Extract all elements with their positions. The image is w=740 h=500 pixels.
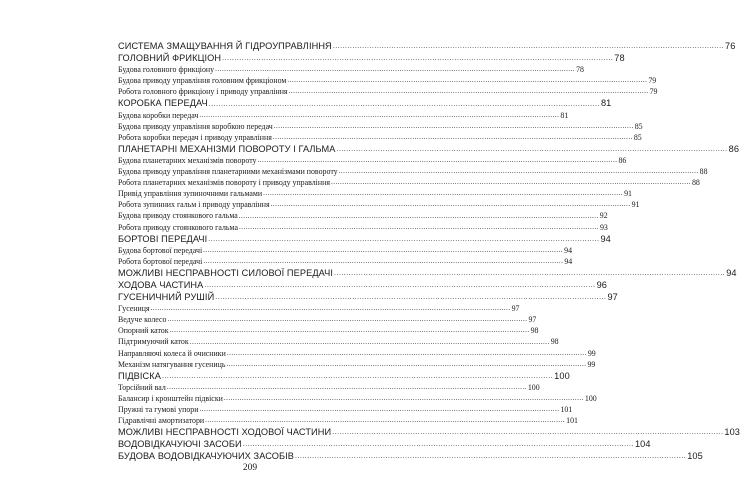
toc-entry-page: 88 — [699, 167, 708, 177]
toc-entry-page: 85 — [633, 132, 642, 142]
toc-section-heading — [118, 40, 736, 52]
dot-leader — [333, 43, 724, 52]
toc-entry-title: Робота зупинних гальм і приводу управління — [118, 200, 270, 210]
dot-leader — [226, 361, 586, 370]
toc-entry-page: 93 — [599, 222, 608, 232]
toc-entry-page: 96 — [596, 279, 607, 290]
toc-entry — [118, 404, 573, 415]
toc-entry-page: 98 — [530, 326, 539, 336]
toc-entry-title: ВОДОВІДКАЧУЮЧІ ЗАСОБИ — [118, 439, 242, 450]
toc-entry-page: 98 — [550, 337, 559, 347]
dot-leader — [331, 179, 691, 188]
dot-leader — [208, 236, 599, 245]
toc-entry-title: Гідравлічні амортизатори — [118, 416, 205, 426]
toc-entry-page: 100 — [554, 370, 570, 381]
dot-leader — [204, 282, 595, 291]
toc-entry-title: Будова головного фрикціону — [118, 65, 215, 75]
toc-entry — [118, 245, 573, 256]
toc-entry — [118, 155, 627, 166]
toc-entry-title: Будова бортової передачі — [118, 245, 203, 255]
toc-entry-title: Опорний каток — [118, 326, 169, 336]
dot-leader — [203, 247, 563, 256]
dot-leader — [295, 453, 686, 462]
dot-leader — [224, 395, 584, 404]
dot-leader — [209, 101, 600, 110]
toc-entry-title: Торсійний вал — [118, 382, 166, 392]
toc-entry-title: МОЖЛИВІ НЕСПРАВНОСТІ ХОДОВОЇ ЧАСТИНИ — [118, 427, 332, 438]
toc-entry-page: 79 — [648, 76, 657, 86]
toc-entry — [118, 75, 657, 86]
dot-leader — [273, 134, 633, 143]
toc-entry-page: 97 — [511, 304, 520, 314]
dot-leader — [151, 305, 511, 314]
toc-entry-page: 79 — [649, 87, 658, 97]
toc-entry-page: 97 — [528, 315, 537, 325]
dot-leader — [339, 168, 699, 177]
toc-entry-title: ГОЛОВНИЙ ФРИКЦІОН — [118, 53, 222, 64]
toc-entry — [118, 336, 559, 347]
toc-entry-title: Механізм натягування гусениць — [118, 359, 226, 369]
toc-entry — [118, 256, 573, 267]
toc-entry-title: Будова планетарних механізмів повороту — [118, 155, 257, 165]
toc-entry — [118, 166, 708, 177]
toc-entry-page: 88 — [691, 178, 700, 188]
toc-entry-page: 94 — [564, 256, 573, 266]
toc-entry-page: 78 — [614, 53, 625, 64]
dot-leader — [332, 429, 723, 438]
toc-entry — [118, 325, 539, 336]
toc-entry — [118, 64, 584, 75]
dot-leader — [287, 77, 647, 86]
toc-section-heading — [118, 450, 703, 462]
toc-entry-title: Підтримуючий каток — [118, 337, 189, 347]
dot-leader — [167, 316, 527, 325]
toc-entry-title: Робота планетарних механізмів повороту і приводу управління — [118, 178, 330, 188]
toc-entry-title: Привід управління зупиночними гальмами — [118, 189, 263, 199]
dot-leader — [227, 350, 587, 359]
toc-section-heading — [118, 143, 740, 155]
toc-entry — [118, 86, 658, 97]
toc-entry-page: 103 — [724, 427, 740, 438]
toc-entry — [118, 188, 632, 199]
toc-entry-title: БУДОВА ВОДОВІДКАЧУЮЧИХ ЗАСОБІВ — [118, 451, 295, 462]
toc-entry-title: Будова приводу управління коробкою передач — [118, 121, 273, 131]
toc-entry — [118, 121, 643, 132]
toc-section-heading — [118, 52, 625, 64]
dot-leader — [257, 157, 617, 166]
toc-entry-title: Будова коробки передач — [118, 110, 199, 120]
toc-entry-title: Пружні та гумові упори — [118, 405, 199, 414]
toc-entry — [118, 210, 608, 221]
dot-leader — [274, 123, 634, 132]
toc-entry-page: 91 — [624, 189, 632, 199]
dot-leader — [243, 441, 634, 450]
toc-entry-page: 81 — [600, 98, 612, 109]
toc-entry-title: КОРОБКА ПЕРЕДАЧ — [118, 98, 208, 109]
toc-entry-page: 101 — [560, 405, 573, 414]
toc-entry — [118, 348, 596, 359]
toc-entry-title: МОЖЛИВІ НЕСПРАВНОСТІ СИЛОВОЇ ПЕРЕДАЧІ — [118, 267, 334, 278]
dot-leader — [271, 201, 631, 210]
toc-entry-page: 100 — [584, 393, 597, 403]
toc-entry-page: 97 — [607, 292, 618, 303]
toc-entry-title: Робота приводу стоянкового гальма — [118, 222, 238, 232]
toc-entry-page: 94 — [726, 267, 737, 278]
toc-section-heading — [118, 438, 651, 450]
toc-entry-page: 91 — [631, 200, 640, 210]
toc-entry-title: Направляючі колеса й очисники — [118, 348, 226, 358]
toc-entry-title: ПІДВІСКА — [118, 370, 161, 381]
toc-section-heading — [118, 279, 607, 291]
toc-entry — [118, 132, 642, 143]
toc-entry — [118, 382, 540, 393]
toc-entry-page: 99 — [587, 359, 596, 369]
dot-leader — [170, 327, 530, 336]
toc-entry-title: Будова приводу управління планетарними механізмами повороту — [118, 167, 338, 177]
toc-entry-page: 86 — [618, 155, 627, 165]
toc-entry — [118, 314, 537, 325]
dot-leader — [205, 417, 565, 426]
dot-leader — [199, 112, 559, 121]
toc-entry-page: 104 — [634, 439, 651, 450]
toc-section-heading — [118, 267, 737, 279]
toc-entry-title: СИСТЕМА ЗМАЩУВАННЯ Й ГІДРОУПРАВЛІННЯ — [118, 41, 332, 51]
dot-leader — [215, 294, 606, 303]
dot-leader — [334, 270, 725, 279]
toc-section-heading — [118, 370, 570, 382]
dot-leader — [289, 88, 649, 97]
dot-leader — [167, 384, 527, 393]
dot-leader — [190, 339, 550, 348]
toc-entry — [118, 199, 640, 210]
toc-entry — [118, 415, 578, 426]
toc-section-heading — [118, 233, 611, 245]
toc-entry — [118, 110, 569, 121]
toc-entry-title: Робота коробки передач і приводу управління — [118, 132, 272, 142]
toc-entry-title: ХОДОВА ЧАСТИНА — [118, 279, 204, 290]
toc-section-heading — [118, 426, 740, 438]
toc-entry-title: ГУСЕНИЧНИЙ РУШІЙ — [118, 292, 215, 303]
dot-leader — [215, 66, 575, 75]
toc-entry — [118, 177, 700, 188]
dot-leader — [336, 146, 727, 155]
dot-leader — [222, 55, 613, 64]
toc-entry-page: 99 — [587, 348, 596, 358]
toc-entry-title: ПЛАНЕТАРНІ МЕХАНІЗМИ ПОВОРОТУ І ГАЛЬМА — [118, 143, 336, 154]
toc-entry — [118, 393, 597, 404]
dot-leader — [263, 190, 623, 199]
toc-entry-page: 81 — [560, 110, 569, 120]
toc-entry-title: БОРТОВІ ПЕРЕДАЧІ — [118, 233, 208, 244]
toc-entry-title: Робота головного фрикціону і приводу управління — [118, 87, 288, 97]
toc-entry-page: 85 — [634, 121, 643, 131]
toc-entry-title: Балансир і кронштейн підвіски — [118, 393, 223, 403]
toc-entry-page: 86 — [728, 143, 740, 154]
toc-entry-title: Гусениця — [118, 304, 150, 314]
table-of-contents — [118, 40, 740, 462]
toc-entry-page: 76 — [724, 41, 736, 51]
toc-entry-title: Будова приводу стоянкового гальма — [118, 211, 238, 221]
dot-leader — [162, 373, 553, 382]
toc-section-heading — [118, 97, 612, 109]
dot-leader — [239, 213, 599, 222]
toc-entry-page: 105 — [687, 451, 703, 462]
toc-section-heading — [118, 291, 618, 303]
toc-entry-title: Робота бортової передачі — [118, 256, 203, 266]
toc-entry — [118, 359, 596, 370]
toc-entry — [118, 303, 520, 314]
toc-entry-page: 94 — [564, 245, 573, 255]
toc-entry-page: 100 — [527, 382, 540, 392]
toc-entry-page: 78 — [576, 65, 584, 75]
toc-entry-page: 94 — [600, 233, 611, 244]
page-number: 209 — [242, 463, 258, 473]
toc-entry — [118, 222, 608, 233]
toc-entry-title: Будова приводу управління головним фрикціоном — [118, 76, 287, 86]
toc-entry-title: Ведуче колесо — [118, 315, 167, 325]
toc-entry-page: 92 — [599, 211, 608, 221]
dot-leader — [199, 406, 559, 415]
dot-leader — [239, 224, 599, 233]
dot-leader — [203, 258, 563, 267]
toc-entry-page: 101 — [566, 416, 578, 426]
